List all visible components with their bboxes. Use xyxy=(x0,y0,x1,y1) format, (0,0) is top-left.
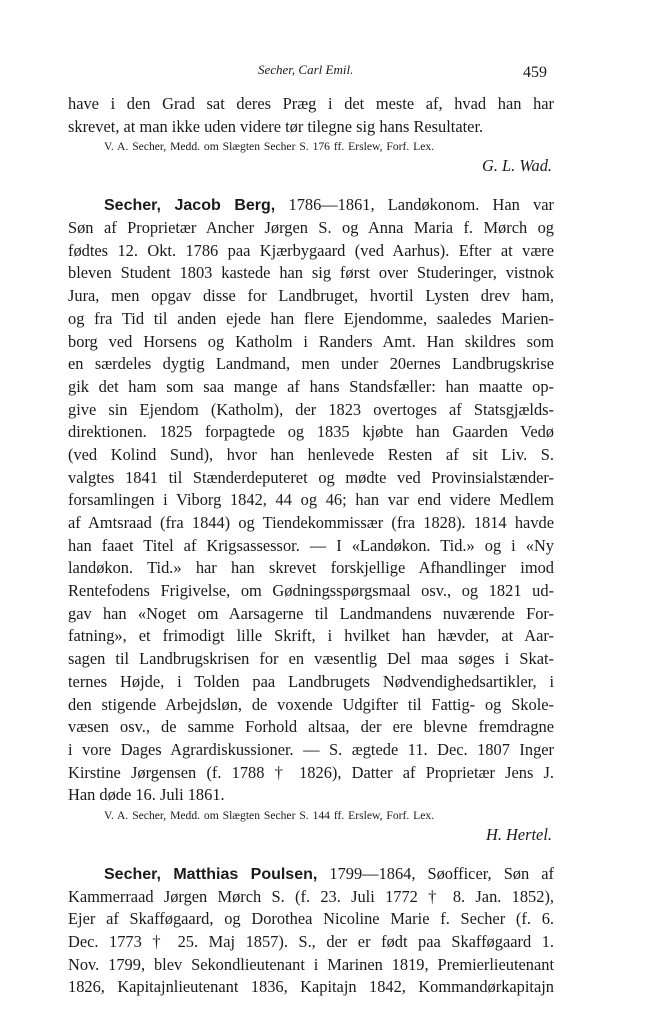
text-line: en særdeles dygtig Landmand, men under 20ernes Landbrugskrise xyxy=(68,354,554,374)
text-line: give sin Ejendom (Katholm), der 1823 overtoges af Statsgjælds- xyxy=(68,399,554,419)
text-line: væsen osv., de samme Forhold altsaa, der ere blevne fremdragne xyxy=(68,717,554,737)
text-line: gav han «Noget om Aarsagerne til Landmandens nuværende For- xyxy=(68,603,554,623)
entry-first-line-text: 1799—1864, Søofficer, Søn af xyxy=(329,863,554,883)
text-line: (ved Kolind Sund), hvor han henlevede Resten af sit Liv. S. xyxy=(68,444,554,464)
entry-first-line xyxy=(68,194,554,217)
body-text xyxy=(68,93,554,999)
text-line: af Amtsraad (fra 1844) og Tiendekommissær (fra 1828). 1814 havde xyxy=(68,513,554,532)
text-line: fødtes 12. Okt. 1786 paa Kjærbygaard (ved Aarhus). Efter at være xyxy=(68,240,554,260)
entry-lines xyxy=(68,886,554,999)
text-line: forsamlingen i Viborg 1842, 44 og 46; han var end videre Medlem xyxy=(68,490,554,510)
text-line: bleven Student 1803 kastede han sig først over Studeringer, vistnok xyxy=(68,263,554,283)
reference-line: V. A. Secher, Medd. om Slægten Secher S. 176 ff. Erslew, Forf. Lex. xyxy=(104,140,435,154)
entry-heading: Secher, Matthias Poulsen, xyxy=(104,865,318,883)
text-line: gik det ham som saa mange af hans Standsfæller: han maatte op- xyxy=(68,376,554,396)
text-line: skrevet, at man ikke uden videre tør tilegne sig hans Resultater. xyxy=(68,116,484,136)
entry-lines xyxy=(68,217,554,807)
text-line: i vore Dages Agrardiskussioner. — S. ægtede 11. Dec. 1807 Inger xyxy=(68,739,554,759)
text-line: den stigende Arbejdsløn, de voxende Udgifter til Fattig- og Skole- xyxy=(68,694,554,714)
running-header xyxy=(0,62,664,82)
reference-line: V. A. Secher, Medd. om Slægten Secher S. 144 ff. Erslew, Forf. Lex. xyxy=(104,808,435,822)
text-line: og fra Tid til anden ejede han flere Ejendomme, saaledes Marien- xyxy=(68,308,554,328)
text-line: landøkon. Tid.» har han skrevet forskjellige Afhandlinger imod xyxy=(68,558,554,578)
text-line: valgtes 1841 til Stænderdeputeret og mødte ved Provinsialstænder- xyxy=(68,467,554,487)
text-line: ternes Højde, i Tolden paa Landbrugets Nødvendighedsartikler, i xyxy=(68,671,554,691)
entry-heading: Secher, Jacob Berg, xyxy=(104,197,276,215)
text-line: Nov. 1799, blev Sekondlieutenant i Marinen 1819, Premierlieutenant xyxy=(68,954,554,974)
entry-first-line-text: 1786—1861, Landøkonom. Han var xyxy=(288,195,554,215)
text-line: Ejer af Skafføgaard, og Dorothea Nicoline Marie f. Secher (f. 6. xyxy=(68,909,554,929)
text-line: direktionen. 1825 forpagtede og 1835 kjøbte han Gaarden Vedø xyxy=(68,422,554,442)
text-line: have i den Grad sat deres Præg i det meste af, hvad han har xyxy=(68,94,554,113)
text-line: 1826, Kapitajnlieutenant 1836, Kapitajn 1842, Kommandørkapitajn xyxy=(68,977,554,997)
text-line: sagen til Landbrugskrisen for en væsentlig Del maa søges i Skat- xyxy=(68,649,554,669)
text-line: han faaet Titel af Krigsassessor. — I «Landøkon. Tid.» og i «Ny xyxy=(68,535,554,555)
text-line: Han døde 16. Juli 1861. xyxy=(68,785,225,805)
page-number: 459 xyxy=(523,64,547,81)
text-line: Rentefodens Frigivelse, om Gødningsspørgsmaal osv., og 1821 ud- xyxy=(68,581,554,601)
text-line: borg ved Horsens og Katholm i Randers Amt. Han skildres som xyxy=(68,331,554,351)
text-line: Kirstine Jørgensen (f. 1788 † 1826), Datter af Proprietær Jens J. xyxy=(68,762,554,782)
text-line: Kammerraad Jørgen Mørch S. (f. 23. Juli 1772 † 8. Jan. 1852), xyxy=(68,886,554,906)
text-line: Jura, men opgav disse for Landbruget, hvortil Lysten drev ham, xyxy=(68,286,554,306)
text-line: Søn af Proprietær Ancher Jørgen S. og Anna Maria f. Mørch og xyxy=(68,218,554,238)
text-line: Dec. 1773 † 25. Maj 1857). S., der er født paa Skafføgaard 1. xyxy=(68,932,554,951)
running-title: Secher, Carl Emil. xyxy=(258,62,354,77)
entry-first-line xyxy=(68,863,554,886)
author-signature: H. Hertel. xyxy=(485,824,552,844)
text-line: fatning», et frimodigt lille Skrift, i hvilket han hævder, at Aar- xyxy=(68,626,554,646)
author-signature: G. L. Wad. xyxy=(482,156,552,176)
